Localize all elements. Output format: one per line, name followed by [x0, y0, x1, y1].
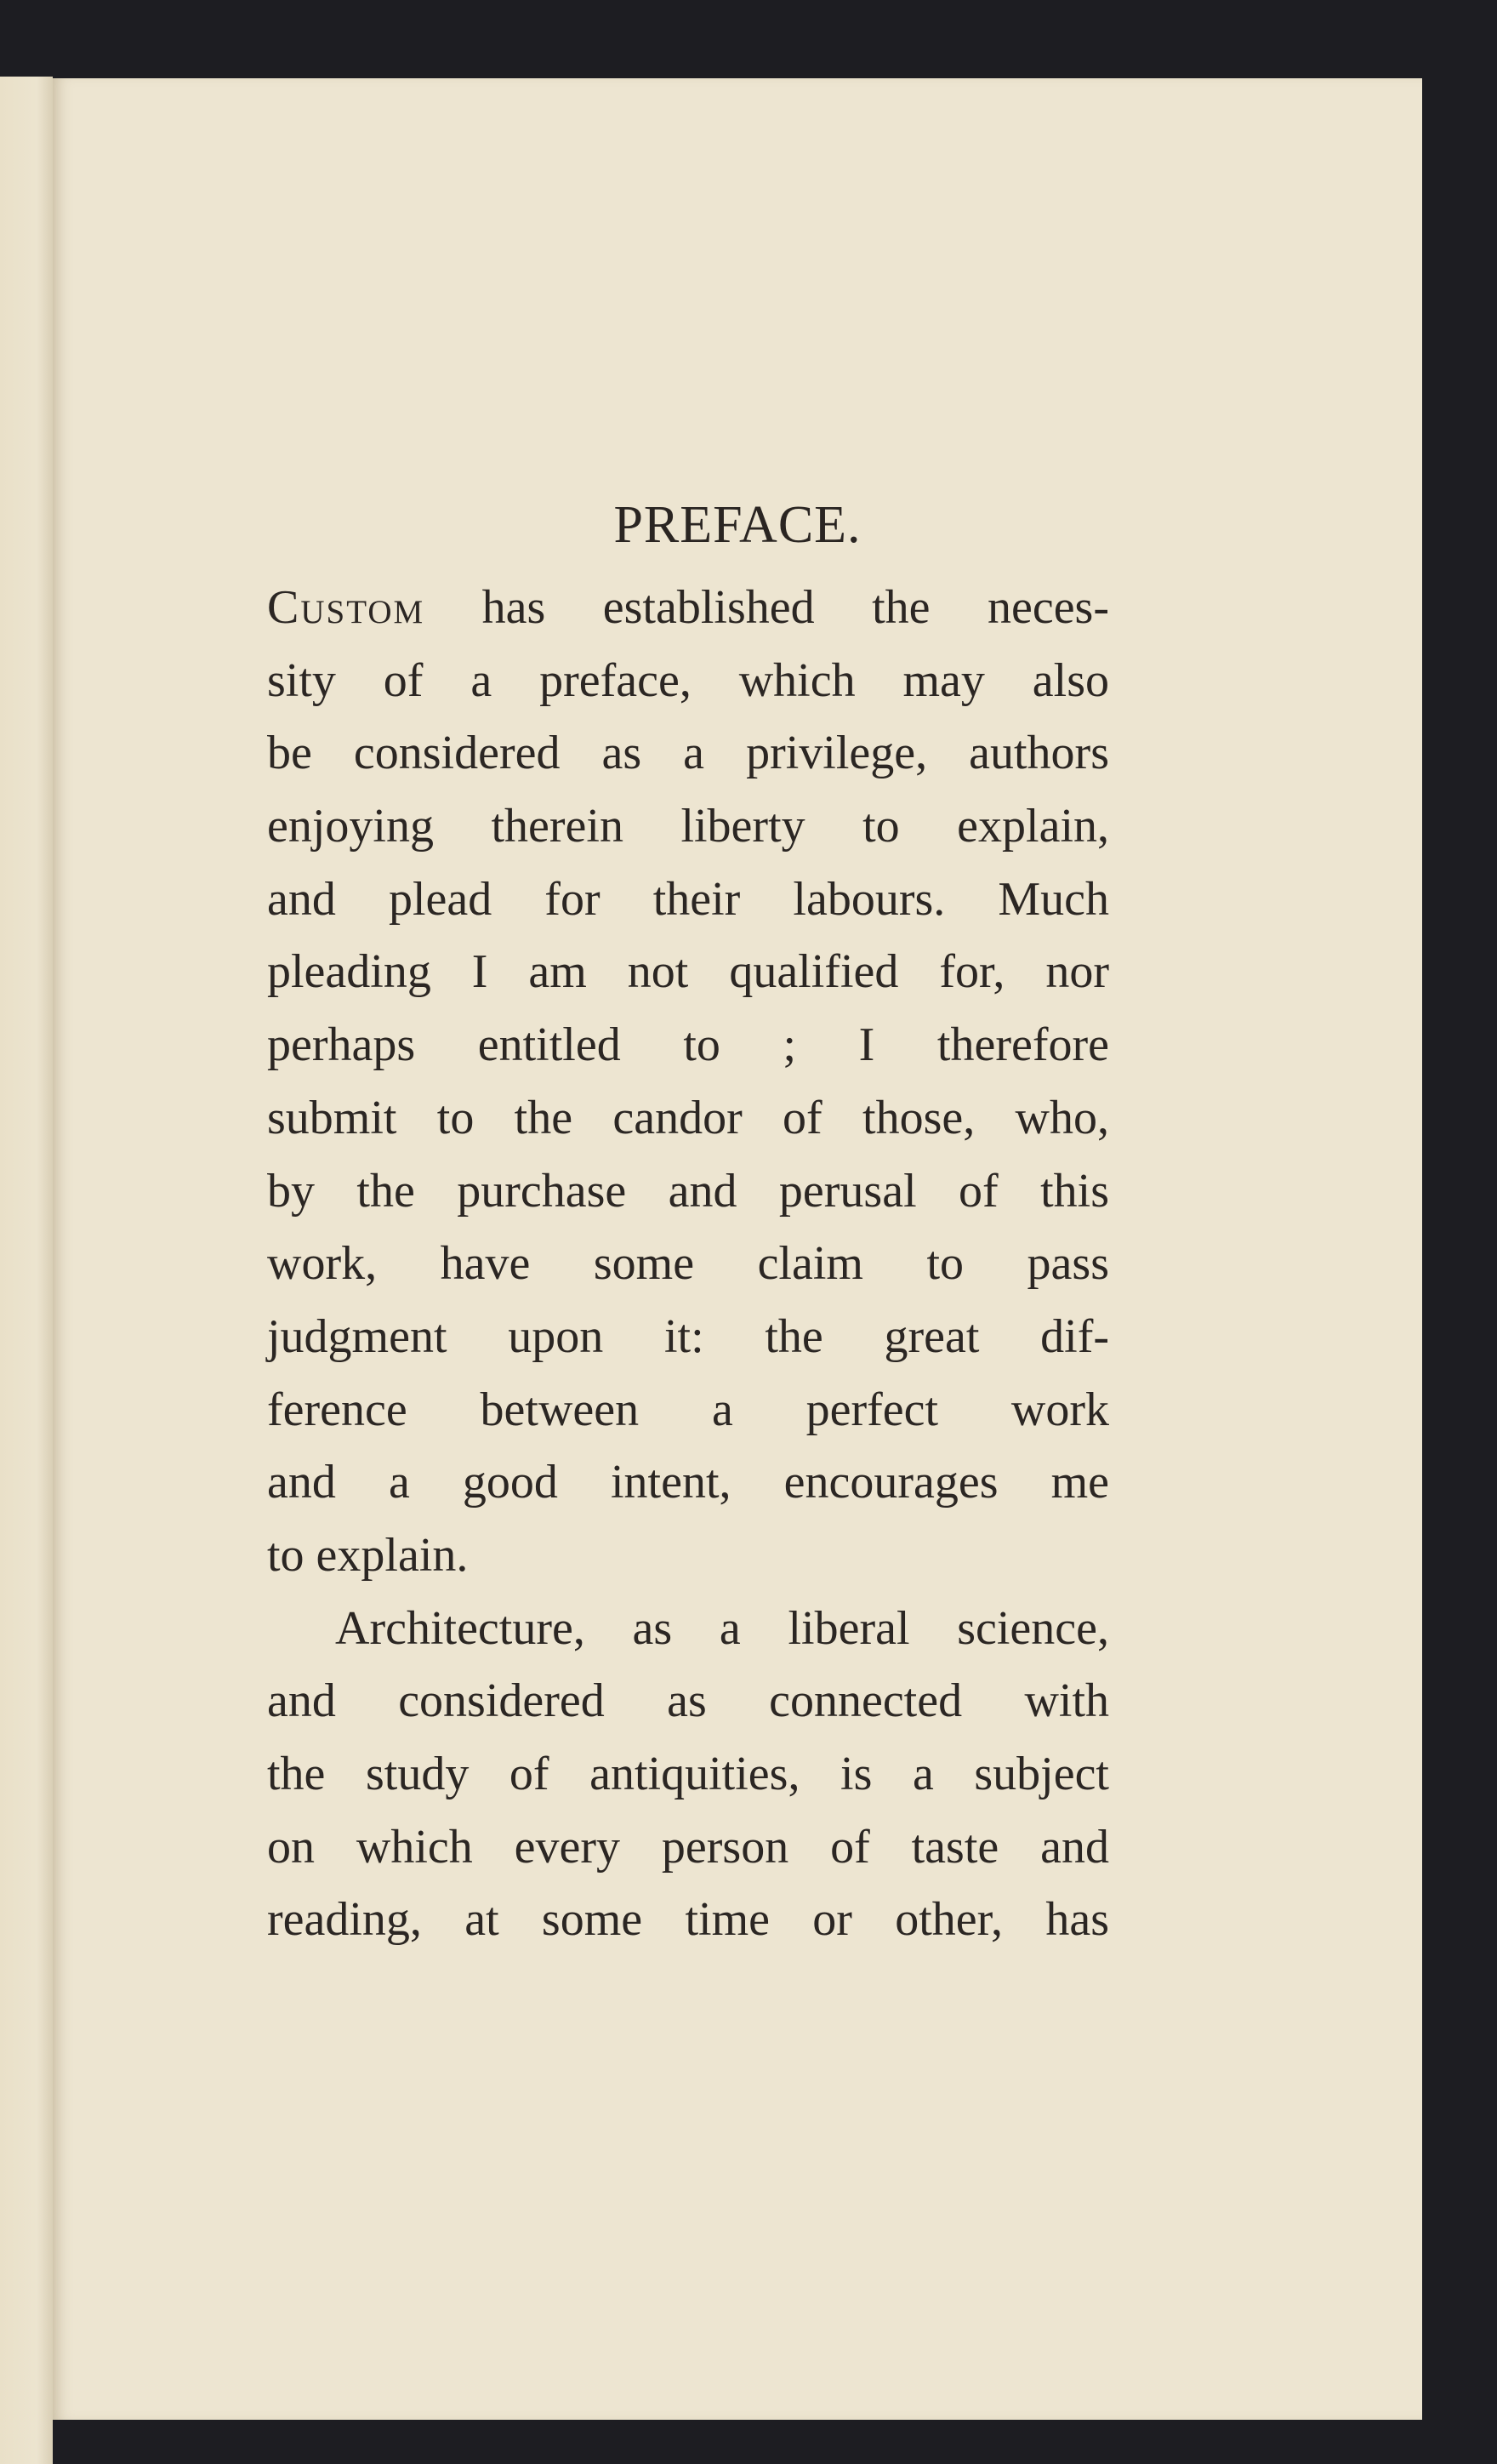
adjacent-page-edge	[0, 77, 53, 2464]
text-line: Custom has established the neces-	[267, 581, 1109, 634]
page-body	[267, 572, 1109, 1957]
text-line: perhaps entitled to ; I therefore	[267, 1018, 1109, 1072]
text-line: on which every person of taste and	[267, 1820, 1109, 1874]
text-line: to explain.	[267, 1528, 469, 1582]
text-line: submit to the candor of those, who,	[267, 1091, 1109, 1144]
text-line: work, have some claim to pass	[267, 1237, 1109, 1291]
book-page	[53, 78, 1422, 2420]
text-line: and a good intent, encourages me	[267, 1456, 1109, 1509]
text-line: sity of a preface, which may also	[267, 653, 1109, 707]
text-line: reading, at some time or other, has	[267, 1893, 1109, 1947]
text-line: enjoying therein liberty to explain,	[267, 800, 1109, 853]
text-line: and plead for their labours. Much	[267, 872, 1109, 926]
text-line: judgment upon it: the great dif-	[267, 1309, 1109, 1363]
lead-word: Custom	[267, 581, 425, 634]
text-line: the study of antiquities, is a subject	[267, 1748, 1109, 1800]
text-line: Architecture, as a liberal science,	[335, 1601, 1109, 1655]
text-line: and considered as connected with	[267, 1674, 1109, 1728]
page-title: PREFACE.	[613, 496, 862, 554]
text-line: by the purchase and perusal of this	[267, 1164, 1109, 1218]
text-line: pleading I am not qualified for, nor	[267, 945, 1109, 999]
text-line: ference between a perfect work	[267, 1383, 1109, 1436]
text-line: be considered as a privilege, authors	[267, 727, 1109, 780]
